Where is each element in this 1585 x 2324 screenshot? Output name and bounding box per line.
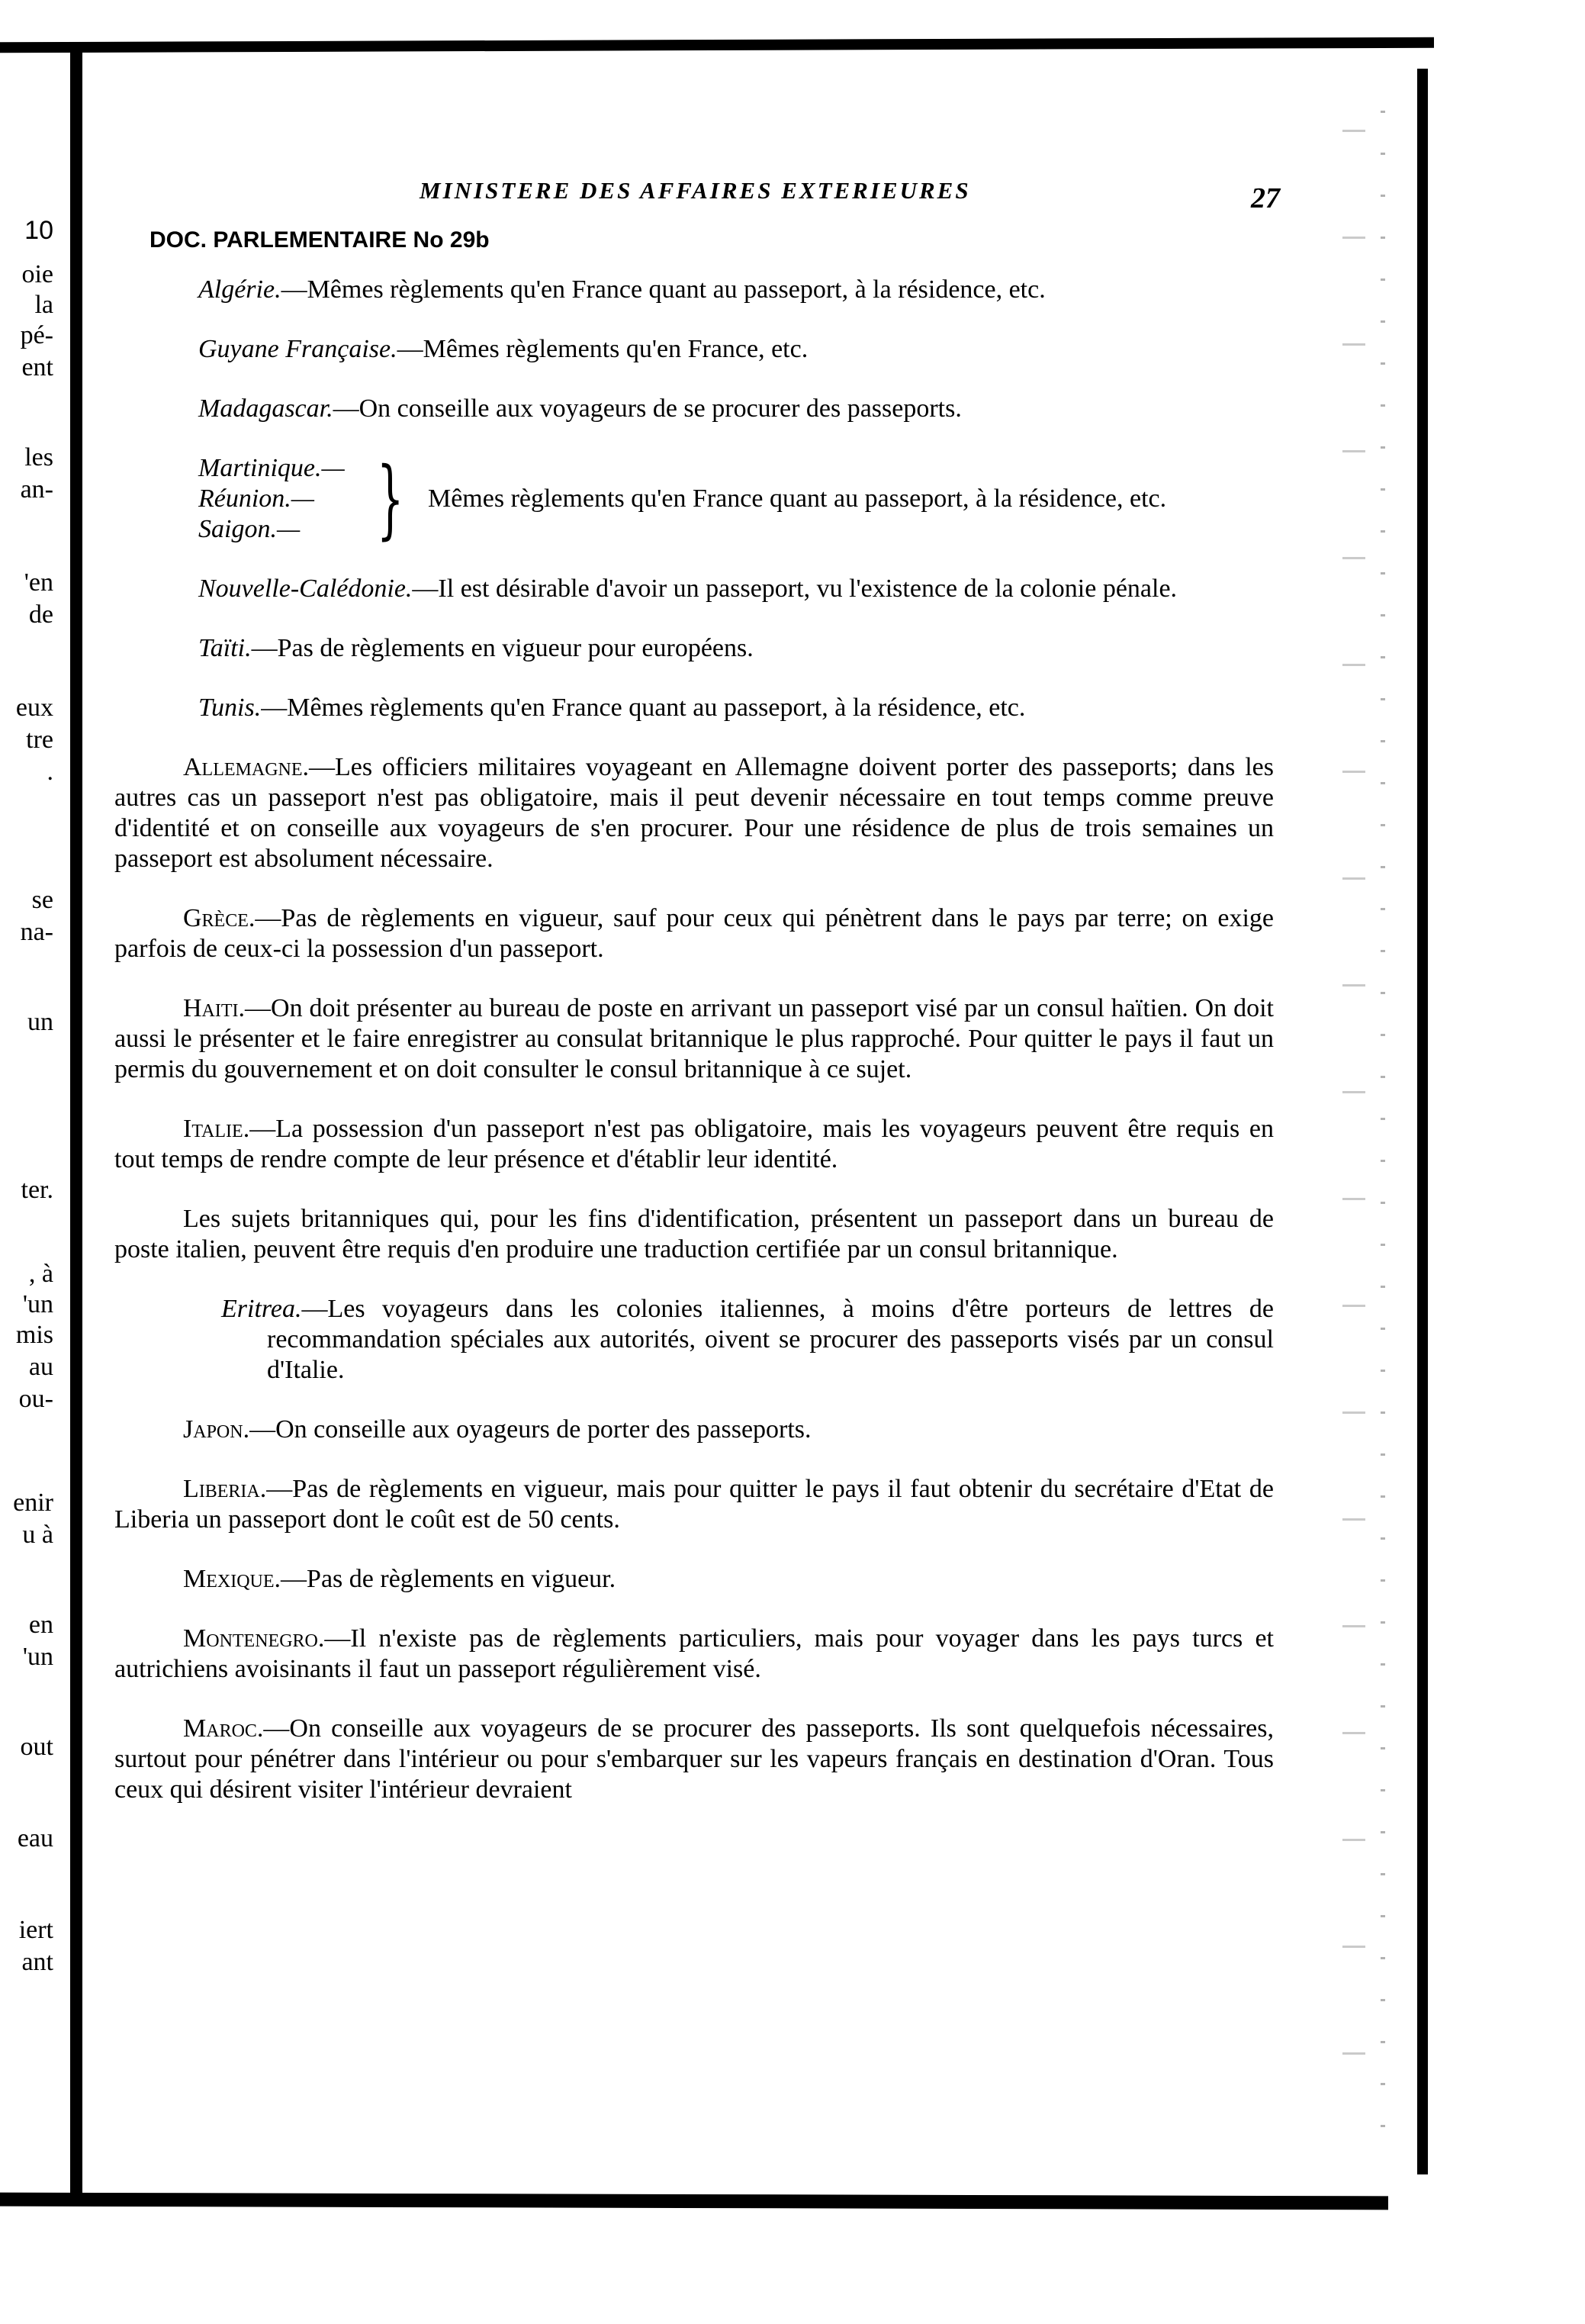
colony-name: Madagascar. [198,394,333,423]
left-page-fragment: la [34,291,53,319]
colony-name: Réunion.— [198,484,315,513]
scan-border-top [0,37,1434,53]
colony-name: Taïti. [198,634,252,662]
left-page-fragment: se [31,886,53,914]
colony-name: Guyane Française. [198,335,397,363]
country-name: Japon. [183,1415,250,1444]
left-page-fragment: au [28,1353,53,1381]
colony-text: Mêmes règlements qu'en France quant au passeport, à la résidence, etc. [427,484,1167,513]
bracketed-colonies [114,449,1274,549]
country-text: —Il n'existe pas de règlements particuliers, mais pour voyager dans les pays turcs et autrichiens avoisinants il faut un passeport régulièrement visé. [114,1624,1274,1683]
country-text: —Pas de règlements en vigueur, mais pour quitter le pays il faut obtenir du secrétaire d'Etat de Liberia un passeport dont le coût est de 50 cents. [114,1475,1274,1534]
left-page-fragment: enir [13,1489,53,1517]
country-text: —Pas de règlements en vigueur. [281,1565,616,1593]
colony-entry [114,275,1274,305]
page-body [114,275,1274,1834]
country-entry [114,1474,1274,1535]
left-page-fragment: tre [26,726,53,754]
colony-text: —Il est désirable d'avoir un passeport, vu l'existence de la colonie pénale. [412,575,1178,603]
country-entry [114,993,1274,1085]
document-label: DOC. PARLEMENTAIRE No 29b [149,227,490,253]
country-name: Mexique. [183,1565,281,1593]
colony-text: —Pas de règlements en vigueur pour européens. [251,634,754,662]
left-page-fragment: iert [18,1916,53,1944]
colony-name: Algérie. [198,275,281,304]
left-page-fragment: oie [21,260,53,288]
left-page-fragment: eux [15,694,53,722]
left-page-fragment: eau [17,1824,53,1852]
country-entry [114,1415,1274,1445]
country-entry [114,1714,1274,1805]
country-entry [114,903,1274,964]
scan-noise [1381,92,1385,2136]
left-page-fragment: na- [20,918,53,946]
left-page-fragment: les [24,443,53,472]
brace-icon: } [376,449,404,549]
country-entry [114,752,1274,874]
colony-entry [114,633,1274,664]
colony-name: Saigon.— [198,515,301,543]
binding-edge-right [1417,69,1428,2174]
left-page-fragment: 'en [24,568,53,597]
left-page-fragment: mis [15,1321,53,1349]
page-header: MINISTERE DES AFFAIRES EXTERIEURES [420,177,971,204]
left-page-fragment: , à [28,1260,53,1288]
left-page-fragment: . [47,758,53,786]
country-name: Grèce. [183,904,256,932]
bracket-names [198,453,345,545]
colony-entry [114,693,1274,723]
left-page-fragment: u à [22,1521,53,1549]
binding-edge-left [70,46,82,2203]
left-page-fragment: an- [20,475,53,504]
colony-name: Tunis. [198,694,262,722]
colony-entry [114,574,1274,604]
colony-text: —On conseille aux voyageurs de se procurer des passeports. [333,394,962,423]
country-name: Italie. [183,1115,250,1143]
colony-name: Nouvelle-Calédonie. [198,575,413,603]
colony-text: —Les voyageurs dans les colonies italiennes, à moins d'être porteurs de lettres de recommandation spéciales aux autorités, oivent se procurer des passeports visés par un consul d'Italie. [267,1295,1274,1384]
left-page-fragment: 'un [22,1643,53,1671]
colony-name: Martinique.— [198,454,345,482]
scan-border-bottom [0,2193,1388,2210]
colony-text: —Mêmes règlements qu'en France, etc. [397,335,809,363]
country-name: Liberia. [183,1475,267,1503]
left-page-fragment: ter. [21,1176,53,1204]
left-page-fragment: un [27,1008,53,1036]
country-name: Haiti. [183,994,246,1022]
italy-paragraph: Les sujets britanniques qui, pour les fins d'identification, présentent un passeport dans un bureau de poste italien, peuvent être requis d'en produire une traduction certifiée par un consul britannique. [114,1205,1274,1263]
left-page-fragment: out [20,1733,53,1761]
country-text: —La possession d'un passeport n'est pas obligatoire, mais les voyageurs peuvent être requis en tout temps de rendre compte de leur présence et d'établir leur identité. [114,1115,1274,1173]
left-page-fragment: en [28,1611,53,1639]
colony-text: —Mêmes règlements qu'en France quant au passeport, à la résidence, etc. [261,694,1026,722]
country-entry [114,1624,1274,1685]
country-text: —On conseille aux voyageurs de se procurer des passeports. Ils sont quelquefois nécessaires, surtout pour pénétrer dans l'intérieur ou pour s'embarquer sur les vapeurs français en destination d'Oran. Tous ceux qui désirent visiter l'intérieur devraient [114,1714,1274,1804]
left-page-fragment: 'un [22,1290,53,1318]
colony-entry [114,1294,1274,1386]
colony-entry [114,394,1274,424]
country-name: Maroc. [183,1714,264,1743]
left-page-fragment: ou- [18,1385,53,1413]
country-text: —Pas de règlements en vigueur, sauf pour ceux qui pénètrent dans le pays par terre; on exige parfois de ceux-ci la possession d'un passeport. [114,904,1274,963]
page-number: 27 [1251,182,1280,214]
country-text: —On doit présenter au bureau de poste en arrivant un passeport visé par un consul haïtien. On doit aussi le présenter et le faire enregistrer au consulat britannique le plus rapproché. Pour quitter le pays il faut un permis du gouvernement et on doit consulter le consul britannique à ce sujet. [114,994,1274,1083]
left-page-fragment: pé- [20,321,53,349]
country-name: Allemagne. [183,753,310,781]
country-text: —Les officiers militaires voyageant en Allemagne doivent porter des passeports; dans les autres cas un passeport n'est pas obligatoire, mais il peut devenir nécessaire en tout temps comme preuve d'identité et on conseille aux voyageurs de s'en procurer. Pour une résidence de plus de trois semaines un passeport est absolument nécessaire. [114,753,1274,873]
left-page-fragment: ant [21,1948,53,1976]
left-page-fragment: de [28,600,53,629]
scan-noise [1342,84,1365,2144]
colony-name: Eritrea. [221,1295,302,1323]
colony-text: —Mêmes règlements qu'en France quant au passeport, à la résidence, etc. [281,275,1046,304]
country-text: —On conseille aux oyageurs de porter des passeports. [249,1415,812,1444]
country-entry [114,1114,1274,1175]
country-name: Montenegro. [183,1624,325,1653]
colony-entry [114,334,1274,365]
left-page-fragment: 10 [24,216,53,245]
country-entry [114,1564,1274,1595]
left-page-fragment: ent [21,353,53,381]
